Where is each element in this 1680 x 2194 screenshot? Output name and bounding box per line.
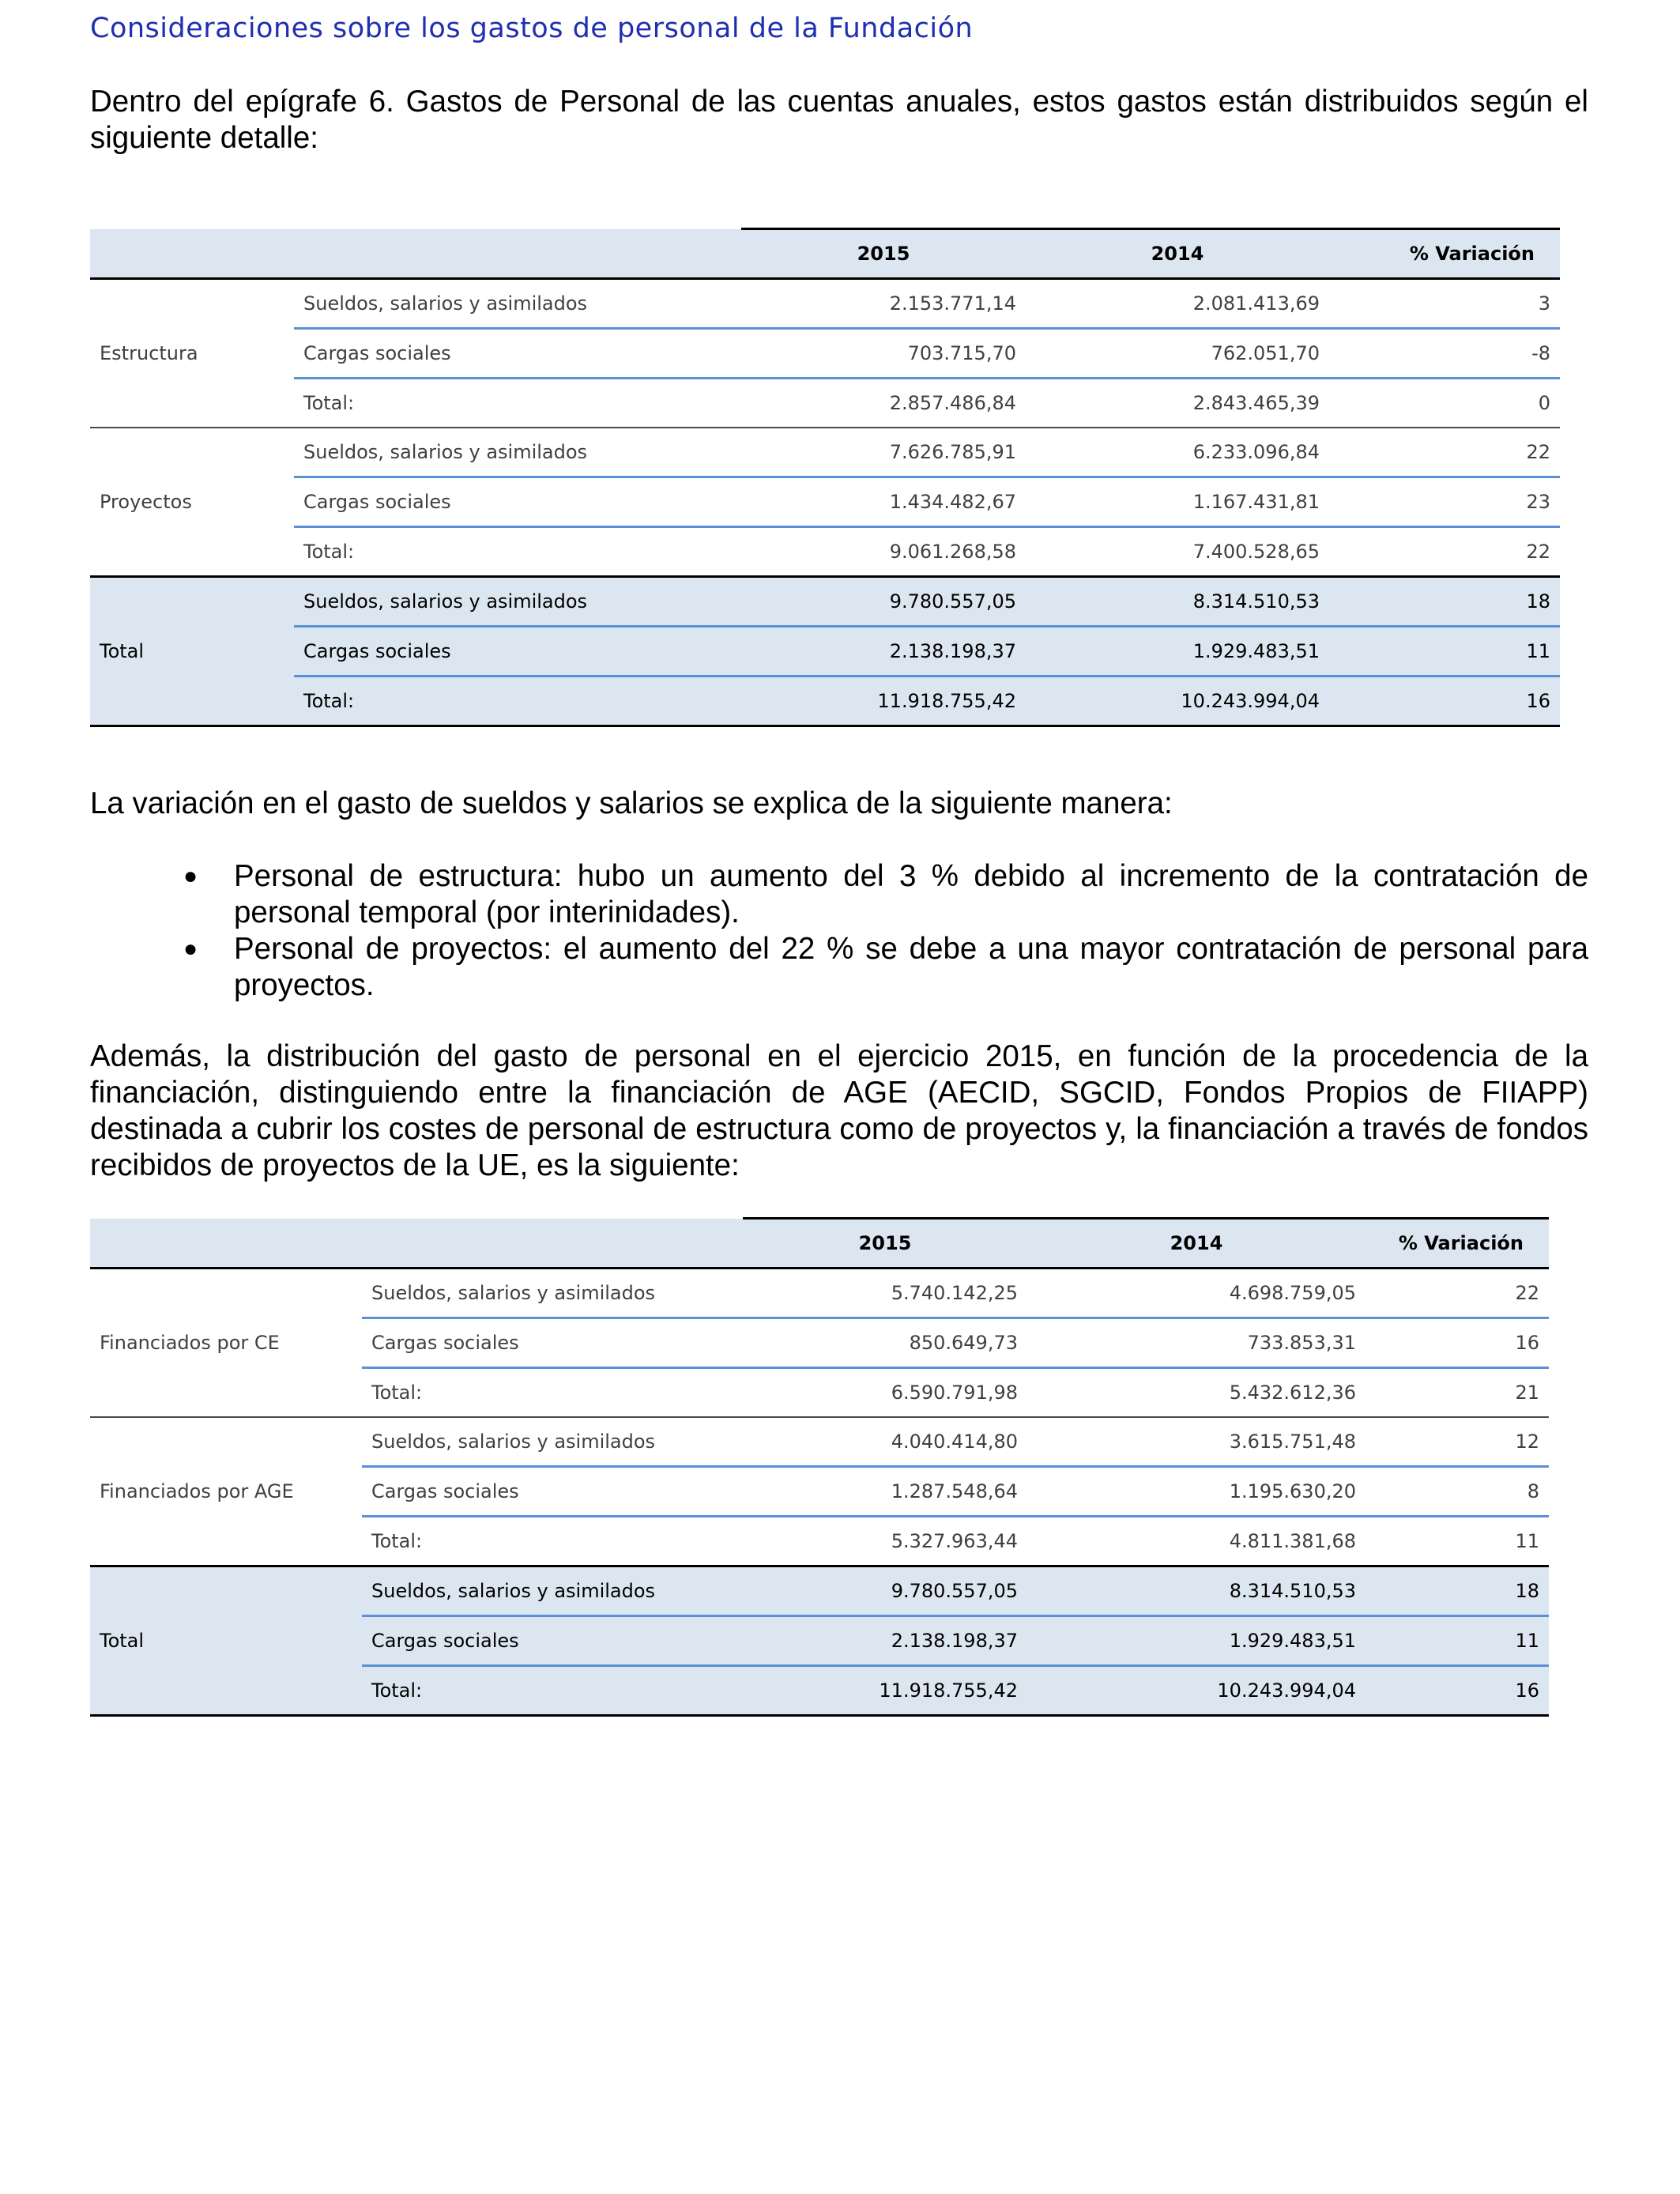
- value-variation: 8: [1365, 1467, 1549, 1517]
- value-2014: 2.081.413,69: [1026, 279, 1329, 329]
- value-variation: 18: [1329, 577, 1560, 627]
- intro-paragraph: Dentro del epígrafe 6. Gastos de Personal de las cuentas anuales, estos gastos están distribuidos según el siguiente detalle:: [90, 85, 1588, 155]
- bullet-icon: ●: [183, 936, 198, 962]
- list-item: [90, 931, 1588, 1004]
- bullet-text: Personal de proyectos: el aumento del 22 % se debe a una mayor contratación de personal para proyectos.: [234, 932, 1588, 1002]
- personnel-expenses-table: [90, 228, 1560, 727]
- total-row: [90, 577, 1560, 627]
- group-label: Total: [90, 1566, 362, 1716]
- header-2014: 2014: [1026, 229, 1329, 279]
- value-variation: 22: [1365, 1269, 1549, 1318]
- value-2014: 762.051,70: [1026, 329, 1329, 379]
- header-2014: 2014: [1027, 1219, 1365, 1269]
- header-blank: [294, 229, 741, 279]
- value-2014: 10.243.994,04: [1027, 1666, 1365, 1716]
- group-label: Financiados por AGE: [90, 1417, 362, 1566]
- value-2014: 6.233.096,84: [1026, 428, 1329, 477]
- value-2015: 850.649,73: [743, 1318, 1027, 1368]
- table-row: [90, 1269, 1549, 1318]
- row-label: Total:: [303, 541, 355, 563]
- value-2015: 11.918.755,42: [741, 677, 1026, 726]
- value-variation: -8: [1329, 329, 1560, 379]
- row-label: Cargas sociales: [362, 1318, 743, 1368]
- variation-paragraph: La variación en el gasto de sueldos y salarios se explica de la siguiente manera:: [90, 786, 1173, 820]
- value-2014: 3.615.751,48: [1027, 1417, 1365, 1467]
- table-row: [90, 1417, 1549, 1467]
- row-label: Cargas sociales: [362, 1467, 743, 1517]
- bullet-icon: ●: [183, 863, 198, 889]
- value-2015: 2.857.486,84: [741, 379, 1026, 428]
- value-2015: 7.626.785,91: [741, 428, 1026, 477]
- value-2015: 5.740.142,25: [743, 1269, 1027, 1318]
- value-2014: 1.167.431,81: [1026, 477, 1329, 527]
- value-2015: 1.287.548,64: [743, 1467, 1027, 1517]
- header-variation: % Variación: [1365, 1219, 1549, 1269]
- value-2015: 9.780.557,05: [743, 1566, 1027, 1616]
- value-variation: 22: [1329, 428, 1560, 477]
- total-row: [90, 677, 1560, 726]
- variation-bullet-list: [90, 858, 1588, 1004]
- value-2014: 1.195.630,20: [1027, 1467, 1365, 1517]
- table-row: [90, 527, 1560, 577]
- section-heading: Consideraciones sobre los gastos de personal de la Fundación: [90, 13, 974, 44]
- row-label: Cargas sociales: [294, 627, 741, 677]
- row-label: Sueldos, salarios y asimilados: [294, 428, 741, 477]
- value-variation: 0: [1329, 379, 1560, 428]
- row-label: Cargas sociales: [294, 329, 741, 379]
- funding-source-table: [90, 1217, 1549, 1717]
- header-blank: [90, 1219, 362, 1269]
- row-label: Total:: [294, 677, 741, 726]
- value-2014: 1.929.483,51: [1027, 1616, 1365, 1666]
- group-label: Total: [90, 577, 294, 726]
- row-label: Sueldos, salarios y asimilados: [362, 1269, 743, 1318]
- value-2014: 733.853,31: [1027, 1318, 1365, 1368]
- value-variation: 12: [1365, 1417, 1549, 1467]
- value-variation: 16: [1365, 1666, 1549, 1716]
- value-2015: 2.153.771,14: [741, 279, 1026, 329]
- list-item: [90, 858, 1588, 931]
- value-variation: 11: [1365, 1616, 1549, 1666]
- value-2014: 2.843.465,39: [1026, 379, 1329, 428]
- value-variation: 23: [1329, 477, 1560, 527]
- row-label: Cargas sociales: [294, 477, 741, 527]
- value-2015: 2.138.198,37: [741, 627, 1026, 677]
- total-row: [90, 627, 1560, 677]
- value-variation: 22: [1526, 541, 1550, 563]
- row-label: Sueldos, salarios y asimilados: [294, 279, 741, 329]
- table-row: [90, 379, 1560, 428]
- row-label: Total:: [362, 1368, 743, 1418]
- table-header-row: [90, 1219, 1549, 1269]
- value-variation: 21: [1365, 1368, 1549, 1418]
- table-row: [90, 329, 1560, 379]
- value-2015: 2.138.198,37: [743, 1616, 1027, 1666]
- value-2015: 9.780.557,05: [741, 577, 1026, 627]
- header-variation: % Variación: [1329, 229, 1560, 279]
- value-variation: 11: [1515, 1530, 1539, 1552]
- header-blank: [362, 1219, 743, 1269]
- row-label: Sueldos, salarios y asimilados: [362, 1417, 743, 1467]
- group-label: Estructura: [90, 279, 294, 428]
- row-label: Cargas sociales: [362, 1616, 743, 1666]
- group-label: Financiados por CE: [90, 1269, 362, 1418]
- header-2015: 2015: [741, 229, 1026, 279]
- header-2015: 2015: [743, 1219, 1027, 1269]
- value-2015: 703.715,70: [741, 329, 1026, 379]
- funding-paragraph: Además, la distribución del gasto de personal en el ejercicio 2015, en función de la procedencia de la financiación, distinguiendo entre la financiación de AGE (AECID, SGCID, Fondos Propios de FIIAPP) destinada a cubrir los costes de personal de estructura como de proyectos y, la financiación a través de fondos recibidos de proyectos de la UE, es la siguiente:: [90, 1039, 1588, 1182]
- row-label: Total:: [362, 1666, 743, 1716]
- row-label: Total:: [371, 1530, 423, 1552]
- value-2015: 1.434.482,67: [741, 477, 1026, 527]
- row-label: Sueldos, salarios y asimilados: [294, 577, 741, 627]
- total-row: [90, 1566, 1549, 1616]
- table-row: [90, 477, 1560, 527]
- value-2015: 9.061.268,58: [889, 541, 1016, 563]
- value-variation: 11: [1329, 627, 1560, 677]
- value-2015: 11.918.755,42: [743, 1666, 1027, 1716]
- table-row: [90, 428, 1560, 477]
- value-2015: 4.040.414,80: [743, 1417, 1027, 1467]
- value-2014: 8.314.510,53: [1027, 1566, 1365, 1616]
- table-header-row: [90, 229, 1560, 279]
- table-row: [90, 279, 1560, 329]
- group-label: Proyectos: [90, 428, 294, 577]
- value-2014: 5.432.612,36: [1027, 1368, 1365, 1418]
- value-2014: 4.698.759,05: [1027, 1269, 1365, 1318]
- value-variation: 18: [1365, 1566, 1549, 1616]
- header-blank: [90, 229, 294, 279]
- value-2014: 10.243.994,04: [1026, 677, 1329, 726]
- value-variation: 3: [1329, 279, 1560, 329]
- value-variation: 16: [1365, 1318, 1549, 1368]
- row-label: Sueldos, salarios y asimilados: [362, 1566, 743, 1616]
- value-variation: 16: [1329, 677, 1560, 726]
- bullet-text: Personal de estructura: hubo un aumento del 3 % debido al incremento de la contratación de personal temporal (por interinidades).: [234, 859, 1588, 929]
- value-2015: 6.590.791,98: [743, 1368, 1027, 1418]
- row-label: Total:: [294, 379, 741, 428]
- value-2015: 5.327.963,44: [891, 1530, 1018, 1552]
- value-2014: 1.929.483,51: [1026, 627, 1329, 677]
- value-2014: 7.400.528,65: [1192, 541, 1320, 563]
- value-2014: 8.314.510,53: [1026, 577, 1329, 627]
- value-2014: 4.811.381,68: [1229, 1530, 1356, 1552]
